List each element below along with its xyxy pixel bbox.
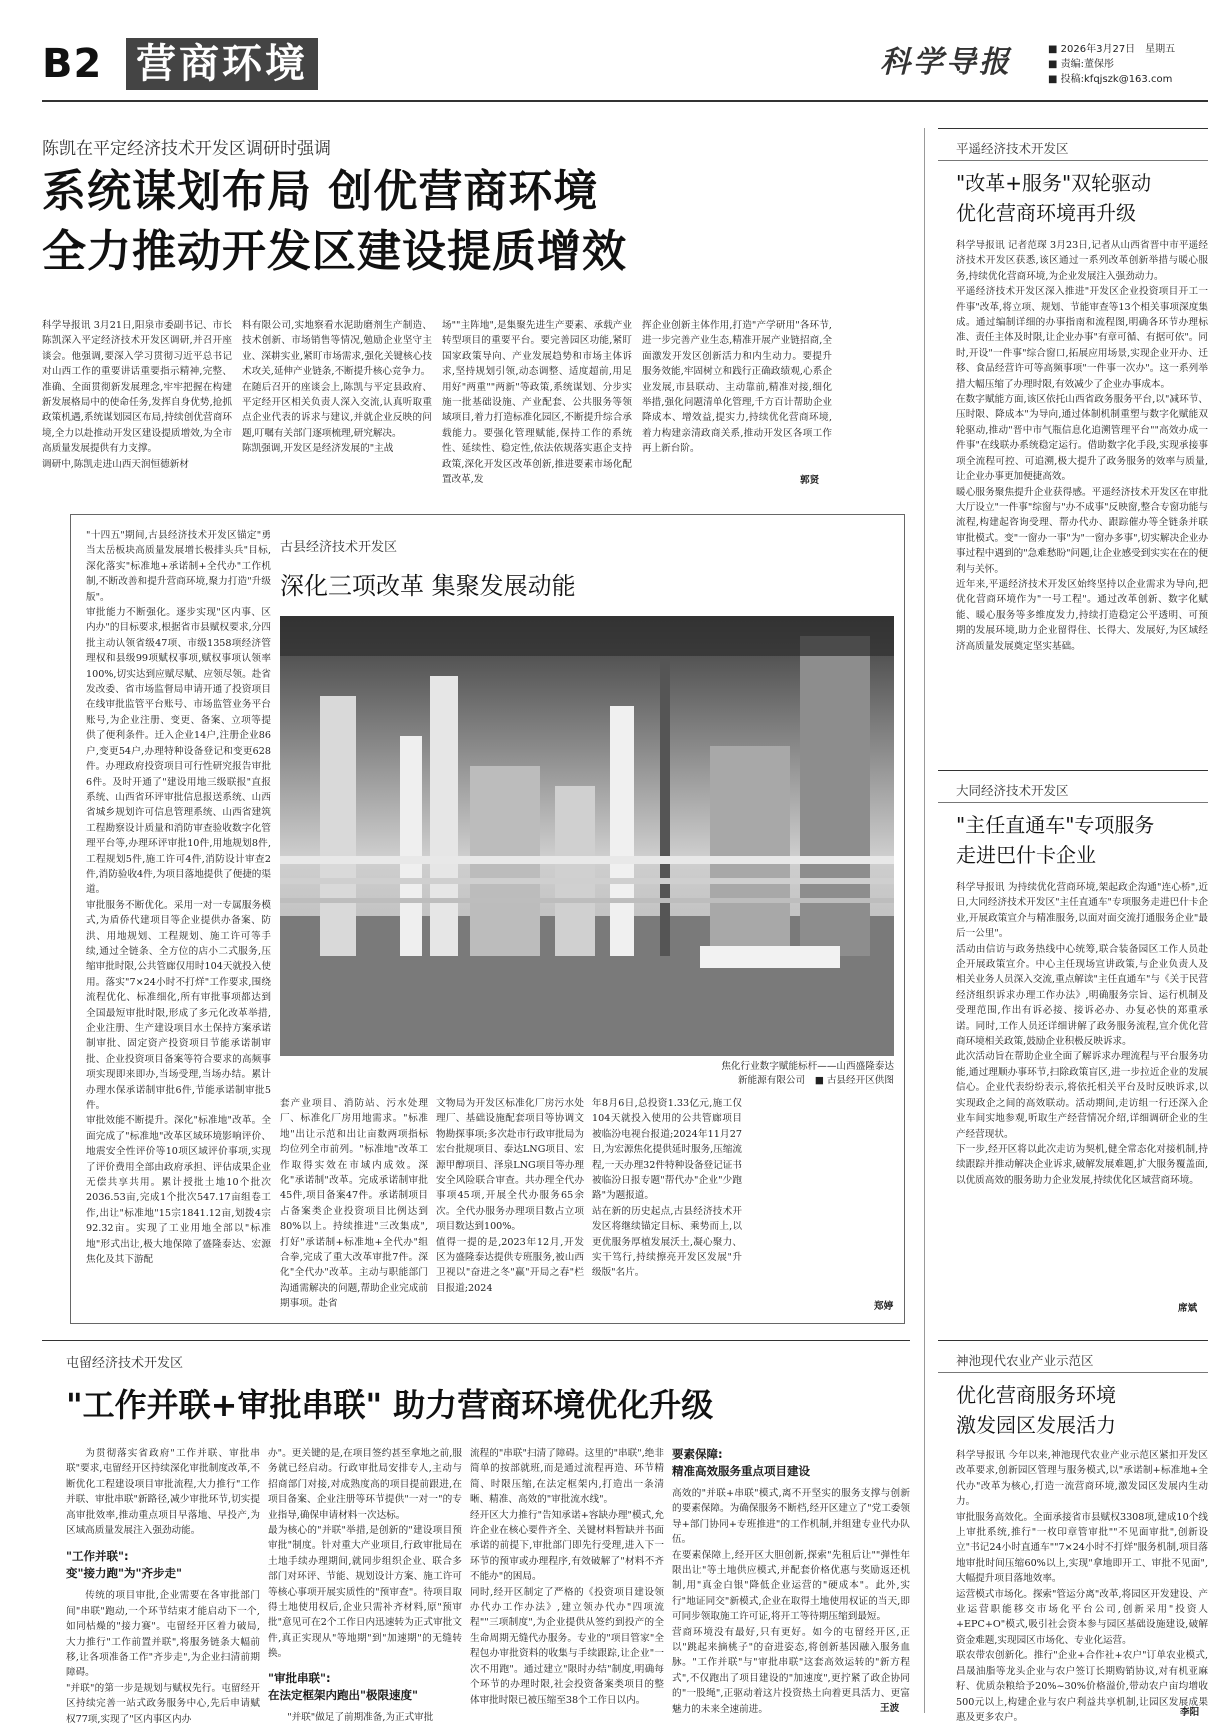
- caption-line-2: [560, 1074, 894, 1088]
- tunliu-subhead-3: 要素保障: 精准高效服务重点项目建设: [672, 1447, 810, 1478]
- shenchi-author: 李阳: [1180, 1707, 1200, 1718]
- column-divider: [924, 128, 925, 1713]
- shenchi-rule2: [938, 1372, 1208, 1373]
- masthead-info: [1048, 42, 1208, 87]
- right1-title-line1: "改革+服务"双轮驱动: [956, 171, 1152, 195]
- right2-rule2: [938, 802, 1208, 803]
- masthead-date: ■ 2026年3月27日 星期五: [1048, 44, 1176, 55]
- right2-author: 席斌: [1178, 1303, 1198, 1314]
- right2-label: 大同经济技术开发区: [956, 783, 1069, 798]
- masthead-editor: ■ 责编:董保彤: [1048, 59, 1115, 70]
- tunliu-subhead-1: "工作并联": 变"接力跑"为"齐步走": [66, 1549, 182, 1581]
- tunliu-author: 王波: [880, 1703, 900, 1714]
- tunliu-col-1-rest: 传统的项目审批,企业需要在各审批部门间"串联"跑动,一个环节结束才能启动下一个,如同枯燥的"接力赛"。屯留经开区着力破局,大力推行"工作前置并联",将服务链条大幅前移,让各项准备工作"齐步走",为企业扫清前期障碍。 "并联"的第一步是规划与赋权先行。屯留经开区持续完善一站式政务服务中心,先后申请赋权77项,实现了"区内事区内办: [66, 1590, 260, 1725]
- lead-kicker: 陈凯在平定经济技术开发区调研时强调: [42, 139, 331, 159]
- shenchi-title-line2: 激发园区发展活力: [956, 1413, 1116, 1437]
- tunliu-col-4-text: 高效的"并联+串联"模式,离不开坚实的服务支撑与创新的要素保障。为确保服务不断档,经开区建立了"党工委领导+部门协同+专班推进"的工作机制,并组建专业代办队伍。 在要素保障上,经开区大胆创新,探索"先租后让""弹性年限出让"等土地供应模式,并配套价格优惠与奖励返还机制,用"真金白银"降低企业运营的"硬成本"。此外,实行"地证同交"新模式,企业在取得土地使用权证的当天,即可同步领取施工许可证,将开工等待期压缩到最短。 营商环境没有最好,只有更好。如今的屯留经开区,正以"跳起来摘桃子"的奋进姿态,将创新基因融入服务血脉。"工作并联"与"审批串联"这套高效运转的"新方程式",不仅跑出了项目建设的"加速度",更拧紧了政企协同的"一股绳",正驱动着这片投资热土向着更具活力、更富魅力的未来全速前进。: [672, 1488, 910, 1715]
- gujiao-label: 古县经济技术开发区: [280, 540, 398, 555]
- gujiao-photo: [280, 616, 894, 1056]
- right1-rule: [938, 128, 1208, 129]
- caption-line-2-text: 新能源有限公司: [737, 1075, 806, 1086]
- caption-line-1: 焦化行业数字赋能标杆——山西盛隆泰达: [721, 1061, 894, 1072]
- right1-label: 平遥经济技术开发区: [956, 141, 1069, 156]
- gujiao-col-1: "十四五"期间,古县经济技术开发区锚定"勇当太岳板块高质量发展增长极排头兵"目标,深化落实"标准地+承诺制+全代办"工作机制,不断改善和提升营商环境,聚力打造"升级版"。 审批能力不断强化。逐步实现"区内事、区内办"的目标要求,根据省市县赋权要求,分四批主动认领省级47项、市级1358项经济管理权和县级99项赋权事项,赋权事项认领率100%,切实达到应赋尽赋、应领尽领。赴省发改委、省市场监督局申请开通了投资项目在线审批监管平台账号、市场监管业务平台账号,为企业注册、变更、备案、立项等提供了便利条件。迁入企业14户,注册企业86户,变更54户,办理特种设备登记和变更628件。办理政府投资项目可行性研究报告审批6件。及时开通了"建设用地三级联报"直报系统、山西省环评审批信息报送系统、山西省城乡规划许可信息管理系统、山西省建筑工程勘察设计质量和消防审查验收数字化管理平台等,办理环评审批10件,用地规划8件,工程规划5件,施工许可4件,消防设计审查2件,消防验收4件,为项目落地提供了便捷的渠道。 审批服务不断优化。采用一对一专属服务模式,为盾侨代建项目等企业提供办备案、防洪、用地规划、工程规划、施工许可等手续,通过全链条、全方位的店小二式服务,压缩审批时限,公共管廊仅用时104天就投入使用。落实"7×24小时不打烊"工作要求,围绕流程优化、标准细化,所有审批事项都达到全国最短审批时限,形成了多元化改革举措,企业注册、生产建设项目水土保持方案承诺制审批、固定资产投资项目节能承诺制审批、企业投资项目备案等符合要求的高频事项实现即来即办,当场受理,当场办结。累计办理水保承诺制审批6件,节能承诺制审批5件。 审批效能不断提升。深化"标准地"改革。全面完成了"标准地"改革区域环境影响评价、地震安全性评价等10项区域评价事项,实现了评价费用全部由政府承担、评估成果企业无偿共享共用。累计授批土地10个批次2036.53亩,完成1个批次547.17亩组卷工作,出让"标准地"15宗1841.12亩,划拨4宗92.32亩。实现了工业用地全部以"标准地"形式出让,极大地保障了盛隆泰达、宏源焦化及其下游配: [86, 530, 271, 1266]
- caption-credit: ■ 古县经开区供图: [814, 1075, 894, 1086]
- plant-illustration: [280, 616, 894, 1056]
- gujiao-col-4: 年8月6日,总投资1.33亿元,施工仅104天就投入使用的公共管廊项目被临汾电视台报道;2024年11月27日,为宏源焦化提供延时服务,压缩流程,一天办理32件特种设备登记证书被临汾日报专题"帮代办"企业"少跑路"为题报道。 站在新的历史起点,古县经济技术开发区将继续锚定目标、乘势而上,以更优服务厚植发展沃土,凝心聚力、实干笃行,持续擦亮开发区发展"升级版"名片。: [592, 1098, 743, 1279]
- tunliu-label: 屯留经济技术开发区: [66, 1356, 184, 1371]
- section-name: 营商环境: [126, 38, 318, 90]
- gujiao-col-3: 文物局为开发区标准化厂房污水处理厂、基础设施配套项目等协调文物勘探事项;多次赴市行政审批局为宏台批规项目、泰达LNG项目、宏源甲醇项目、泽泉LNG项目等办理安全风险联合审查。共办理全代办事项45项,开展全代办服务65余次。全代办服务办理项目数占立项项目数达到100%。 值得一提的是,2023年12月,开发区为盛隆泰达提供专班服务,被山西卫视以"奋进之冬"赢"开局之春"栏目报道;2024: [436, 1098, 584, 1294]
- tunliu-subhead-2: "审批串联": 在法定框架内跑出"极限速度": [268, 1670, 418, 1702]
- editor-text: 责编:董保彤: [1060, 59, 1115, 70]
- tunliu-title: "工作并联+审批串联" 助力营商环境优化升级: [66, 1386, 714, 1424]
- tunliu-col-1: [66, 1446, 260, 1725]
- right2-title-line2: 走进巴什卡企业: [956, 843, 1096, 867]
- right1-title-line2: 优化营商环境再升级: [956, 201, 1136, 225]
- lead-author: 郭贤: [800, 475, 820, 486]
- tunliu-col-2: [268, 1446, 462, 1723]
- lead-col-1: 科学导报讯 3月21日,阳泉市委副书记、市长陈凯深入平定经济技术开发区调研,并召开座谈会。他强调,要深入学习贯彻习近平总书记对山西工作的重要讲话重要指示精神,完整、准确、全面贯彻新发展理念,牢牢把握在构建新发展格局中的使命任务,发挥自身优势,抢抓政策机遇,系统谋划园区布局,持续创优营商环境,全力以赴推动开发区建设提质增效,为全市高质量发展提供有力支撑。 调研中,陈凯走进山西天润恒德新材: [42, 320, 232, 470]
- paper-logo: 科学导报: [880, 45, 1012, 80]
- lead-title-line1: 系统谋划布局 创优营商环境: [42, 166, 599, 217]
- right2-body: 科学导报讯 为持续优化营商环境,架起政企沟通"连心桥",近日,大同经济技术开发区"主任直通车"专项服务走进巴什卡企业,开展政策宣介与精准服务,以面对面交流打通服务企业"最后一公里"。 活动由信访与政务热线中心统筹,联合装备园区工作人员赴企开展政策宣介。中心主任现场宣讲政策,与企业负责人及相关业务人员深入交流,重点解读"主任直通车"与《关于民营经济组织诉求办理工作办法》,明确服务宗旨、运行机制及受理范围,作出有诉必接、接诉必办、办复必快的郑重承诺。同时,工作人员还详细讲解了政务服务流程,宣介优化营商环境相关政策,鼓励企业积极反映诉求。 此次活动旨在帮助企业全面了解诉求办理流程与平台服务功能,通过理顺办事环节,扫除政策盲区,进一步拉近企业的发展信心。企业代表纷纷表示,将依托相关平台及时反映诉求,以实现政企之间的高效联动。活动期间,走访组一行还深入企业车间实地参观,听取生产经营情况介绍,详细调研企业的生产经营现状。 下一步,经开区将以此次走访为契机,健全常态化对接机制,持续跟踪并推动解决企业诉求,破解发展难题,扩大服务覆盖面,以优质高效的服务助力企业发展,持续优化区域营商环境。: [956, 882, 1208, 1186]
- lead-col-3: 场""主阵地",是集聚先进生产要素、承载产业转型项目的重要平台。要完善园区功能,紧盯国家政策导向、产业发展趋势和市场主体诉求,坚持规划引领,动态调整、适度超前,用足用好"两重""两新"等政策,系统谋划、分步实施一批基础设施、产业配套、公共服务等领域项目,着力打造标准化园区,不断提升综合承载能力。要强化管理赋能,保持工作的系统性、延续性、稳定性,依法依规落实惠企支持政策,深化开发区改革创新,推进要素市场化配置改革,发: [442, 320, 632, 486]
- page-number: B2: [42, 41, 103, 87]
- gujiao-author: 郑婷: [874, 1301, 894, 1312]
- lead-title-line2: 全力推动开发区建设提质增效: [42, 226, 627, 277]
- tunliu-col-2-rest: "并联"做足了前期准备,为正式审批: [287, 1711, 434, 1723]
- shenchi-rule: [938, 1340, 1208, 1341]
- lead-col-2: 料有限公司,实地察看水泥助磨剂生产制造、技术创新、市场销售等情况,勉励企业坚守主业、深耕实业,紧盯市场需求,强化关键核心技术攻关,延伸产业链条,不断提升核心竞争力。 在随后召开的座谈会上,陈凯与平定县政府、平定经开区相关负责人深入交流,认真听取重点企业代表的诉求与建议,并就企业反映的问题,叮嘱有关部门逐项梳理,研究解决。 陈凯强调,开发区是经济发展的"主战: [242, 320, 432, 455]
- tunliu-intro: 为贯彻落实省政府"工作并联、审批串联"要求,屯留经开区持续深化审批制度改革,不断优化工程建设项目审批流程,大力推行"工作并联、审批串联"新路径,减少审批环节,切实提高审批效率,推动重点项目早落地、早投产,为区域高质量发展注入强劲动能。: [66, 1448, 260, 1537]
- shenchi-body: 科学导报讯 今年以来,神池现代农业产业示范区紧扣开发区改革要求,创新园区管理与服务模式,以"承诺制+标准地+全代办"改革为核心,打造一流营商环境,激发园区发展内生动力。 审批服务高效化。全面承接省市县赋权3308项,建成10个线上审批系统,推行"一枚印章管审批""不见面审批",创新设立"书记24小时直通车""7×24小时不打烊"服务机制,项目落地审批时间压缩60%以上,实现"拿地即开工、审批不见面",大幅提升项目落地效率。 运营模式市场化。探索"管运分离"改革,将园区开发建设、产业运营职能移交市场化平台公司,创新采用"投资人+EPC+O"模式,吸引社会资本参与园区基础设施建设,破解资金难题,实现园区市场化、专业化运营。 联农带农创新化。推行"企业+合作社+农户"订单农业模式,昌晟油脂等龙头企业与农户签订长期购销协议,对有机亚麻籽、优质杂粮给予20%~30%价格溢价,带动农户亩均增收500元以上,构建企业与农户利益共享机制,让园区发展成果惠及更多农户。: [956, 1450, 1208, 1723]
- right2-rule: [938, 770, 1208, 771]
- photo-caption: [560, 1060, 894, 1088]
- masthead: [0, 0, 1220, 102]
- tunliu-col-4: [672, 1446, 910, 1714]
- date-text: 2026年3月27日 星期五: [1060, 44, 1176, 55]
- tunliu-col-3: 流程的"串联"扫清了障碍。这里的"串联",绝非简单的按部就班,而是通过流程再造、环节精简、时限压缩,在法定框架内,打造出一条清晰、精准、高效的"审批流水线"。 经开区大力推行"告知承诺+容缺办理"模式,允许企业在核心要件齐全、关键材料暂缺并书面承诺的前提下,审批部门即先行受理,进入下一环节的预审或办理程序,有效破解了"材料不齐不能办"的困局。 同时,经开区制定了严格的《投资项目建设领办代办工作办法》,建立领办代办"四项流程""三项制度",为企业提供从签约到投产的全生命周期无缝代办服务。专业的"项目管家"全程包办审批资料的收集与手续跟踪,让企业"一次不用跑"。通过建立"限时办结"制度,明确每个环节的办理时限,社会投资备案类项目的整体审批时限已被压缩至38个工作日以内。: [470, 1448, 664, 1706]
- masthead-email: ■ 投稿:kfqjszk@163.com: [1048, 74, 1173, 85]
- tunliu-col-2-top: 办"。更关键的是,在项目签约甚至拿地之前,服务就已经启动。行政审批局安排专人,主动与招商部门对接,对成熟度高的项目提前跟进,在项目备案、企业注册等环节提供"一对一"的专业指导,确保申请材料一次达标。 最为核心的"并联"举措,是创新的"建设项目预审批"制度。针对重大产业项目,行政审批局在土地手续办理期间,就同步组织企业、联合多部门对环评、节能、规划设计方案、施工许可等核心事项开展实质性的"预审查"。待项目取得土地使用权后,企业只需补齐材料,原"预审批"意见可在2个工作日内迅速转为正式审批文件,真正实现从"等地期"到"加速期"的无缝转换。: [268, 1448, 462, 1660]
- right2-title-line1: "主任直通车"专项服务: [956, 813, 1155, 837]
- lead-col-4: 挥企业创新主体作用,打造"产学研用"各环节,进一步完善产业生态,精准开展产业链招商,全面激发开发区创新活力和内生动力。要提升服务效能,牢固树立和践行正确政绩观,心系企业发展,市县联动、主动靠前,精准对接,细化举措,强化问题清单化管理,千方百计帮助企业降成本、增效益,提实力,持续优化营商环境,着力构建亲清政商关系,推动开发区各项工作再上新台阶。: [642, 320, 832, 455]
- gujiao-col-2: 套产业项目、消防站、污水处理厂、标准化厂房用地需求。"标准地"出让示范和出让亩数两项指标均位列全市前列。"标准地"改革工作取得实效在市域内成效。深化"承诺制"改革。完成承诺制审批45件,项目备案47件。承诺制项目占备案类企业投资项目比例达到80%以上。持续推进"三改集成",打好"承诺制+标准地+全代办"组合拳,完成了重大改革审批7件。深化"全代办"改革。主动与职能部门沟通需解决的问题,帮助企业完成前期事项。赴省: [280, 1098, 428, 1310]
- tunliu-rule: [42, 1340, 910, 1341]
- email-text: 投稿:kfqjszk@163.com: [1060, 74, 1173, 85]
- gujiao-title: 深化三项改革 集聚发展动能: [280, 572, 576, 600]
- right1-rule2: [938, 160, 1208, 161]
- right1-body: 科学导报讯 记者范琛 3月23日,记者从山西省晋中市平遥经济技术开发区获悉,该区通过一系列改革创新举措与暖心服务,持续优化营商环境,为企业发展注入强劲动力。 平遥经济技术开发区深入推进"开发区企业投资项目开工一件事"改革,将立项、规划、节能审查等13个相关事项深度集成。通过编制详细的办事指南和流程图,明确各环节办理标准、责任主体及时限,让企业办事"有章可循、有据可依"。同时,开设"一件事"综合窗口,拓展应用场景,实现企业开办、迁移、食品经营许可等高频事项"一件事一次办"。这一系列举措大幅压缩了办理时限,有效减少了企业办事成本。 在数字赋能方面,该区依托山西省政务服务平台,以"减环节、压时限、降成本"为导向,通过体制机制重塑与数字化赋能双轮驱动,推动"晋中市气瓶信息化追溯管理平台""高效办成一件事"在线联办系统稳定运行。借助数字化手段,实现承接事项全流程可控、可追溯,极大提升了政务服务的效率与质量,让企业办事更加便捷高效。 暖心服务聚焦提升企业获得感。平遥经济技术开发区在审批大厅设立"一件事"综窗与"办不成事"反映窗,整合专窗功能与流程,构建起咨询受理、帮办代办、跟踪催办等全链条并联审批模式。变"一窗办一事"为"一窗办多事",切实解决企业办事过程中遇到的"急难愁盼"问题,让企业感受到实实在在的便利与关怀。 近年来,平遥经济技术开发区始终坚持以企业需求为导向,把优化营商环境作为"一号工程"。通过改革创新、数字化赋能、暖心服务等多维度发力,持续打造稳定公平透明、可预期的发展环境,助力企业留得住、长得大、发展好,为区域经济高质量发展奠定坚实基础。: [956, 240, 1208, 652]
- shenchi-label: 神池现代农业产业示范区: [956, 1353, 1094, 1368]
- shenchi-title-line1: 优化营商服务环境: [956, 1383, 1116, 1407]
- masthead-rule: [42, 100, 1208, 102]
